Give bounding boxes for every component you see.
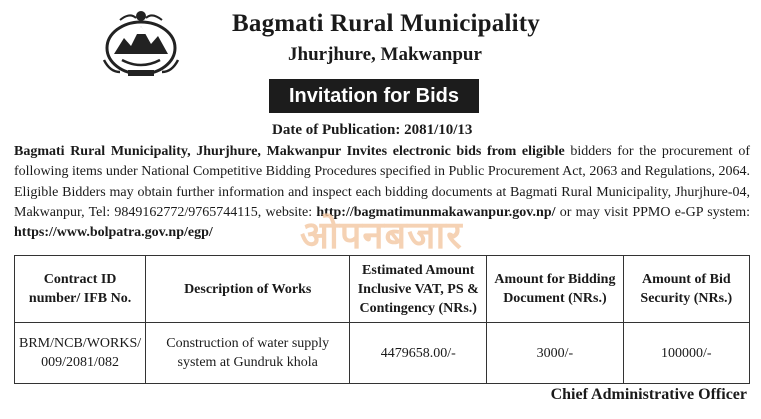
table-header-row bbox=[15, 256, 750, 323]
invitation-banner: Invitation for Bids bbox=[269, 79, 479, 113]
cell-contract-id: BRM/NCB/WORKS/ 009/2081/082 bbox=[15, 323, 146, 384]
organization-title: Bagmati Rural Municipality bbox=[232, 10, 540, 37]
column-header-bidding-document: Amount for Bidding Document (NRs.) bbox=[487, 256, 623, 323]
column-header-estimated-amount: Estimated Amount Inclusive VAT, PS & Contingency (NRs.) bbox=[350, 256, 487, 323]
column-header-bid-security: Amount of Bid Security (NRs.) bbox=[623, 256, 749, 323]
cell-description: Construction of water supply system at Gundruk khola bbox=[146, 323, 350, 384]
table-row bbox=[15, 323, 750, 384]
bid-table bbox=[14, 255, 750, 384]
watermark: ओपनबजार bbox=[300, 213, 463, 257]
cell-bid-security: 100000/- bbox=[623, 323, 749, 384]
organization-location: Jhurjhure, Makwanpur bbox=[288, 44, 482, 65]
egp-link[interactable]: https://www.bolpatra.gov.np/egp/ bbox=[14, 225, 213, 241]
notice-text-2: or may visit PPMO e-GP system: bbox=[555, 204, 750, 220]
publication-date: Date of Publication: 2081/10/13 bbox=[272, 122, 473, 138]
cell-bidding-document: 3000/- bbox=[487, 323, 623, 384]
notice-text-1: bidders for the procurement of following items under National Competitive Bidding Procedures specified in Public Procurement Act, 2063 and Regulations, 2064. Eligible Bidders may obtain further information and inspect each bidding documents at Bagmati Rural Municipality, Jhurjhure-04, Makwanpur, Tel: 9849162772/9765744115, website: bbox=[14, 144, 750, 220]
column-header-contract-id: Contract ID number/ IFB No. bbox=[15, 256, 146, 323]
cell-estimated-amount: 4479658.00/- bbox=[350, 323, 487, 384]
website-link[interactable]: http://bagmatimunmakawanpur.gov.np/ bbox=[316, 204, 556, 220]
nepal-emblem-icon bbox=[100, 8, 182, 80]
signature-line: Chief Administrative Officer bbox=[550, 386, 747, 403]
column-header-description: Description of Works bbox=[146, 256, 350, 323]
notice-lead: Bagmati Rural Municipality, Jhurjhure, Makwanpur Invites electronic bids from eligible bbox=[14, 144, 565, 159]
